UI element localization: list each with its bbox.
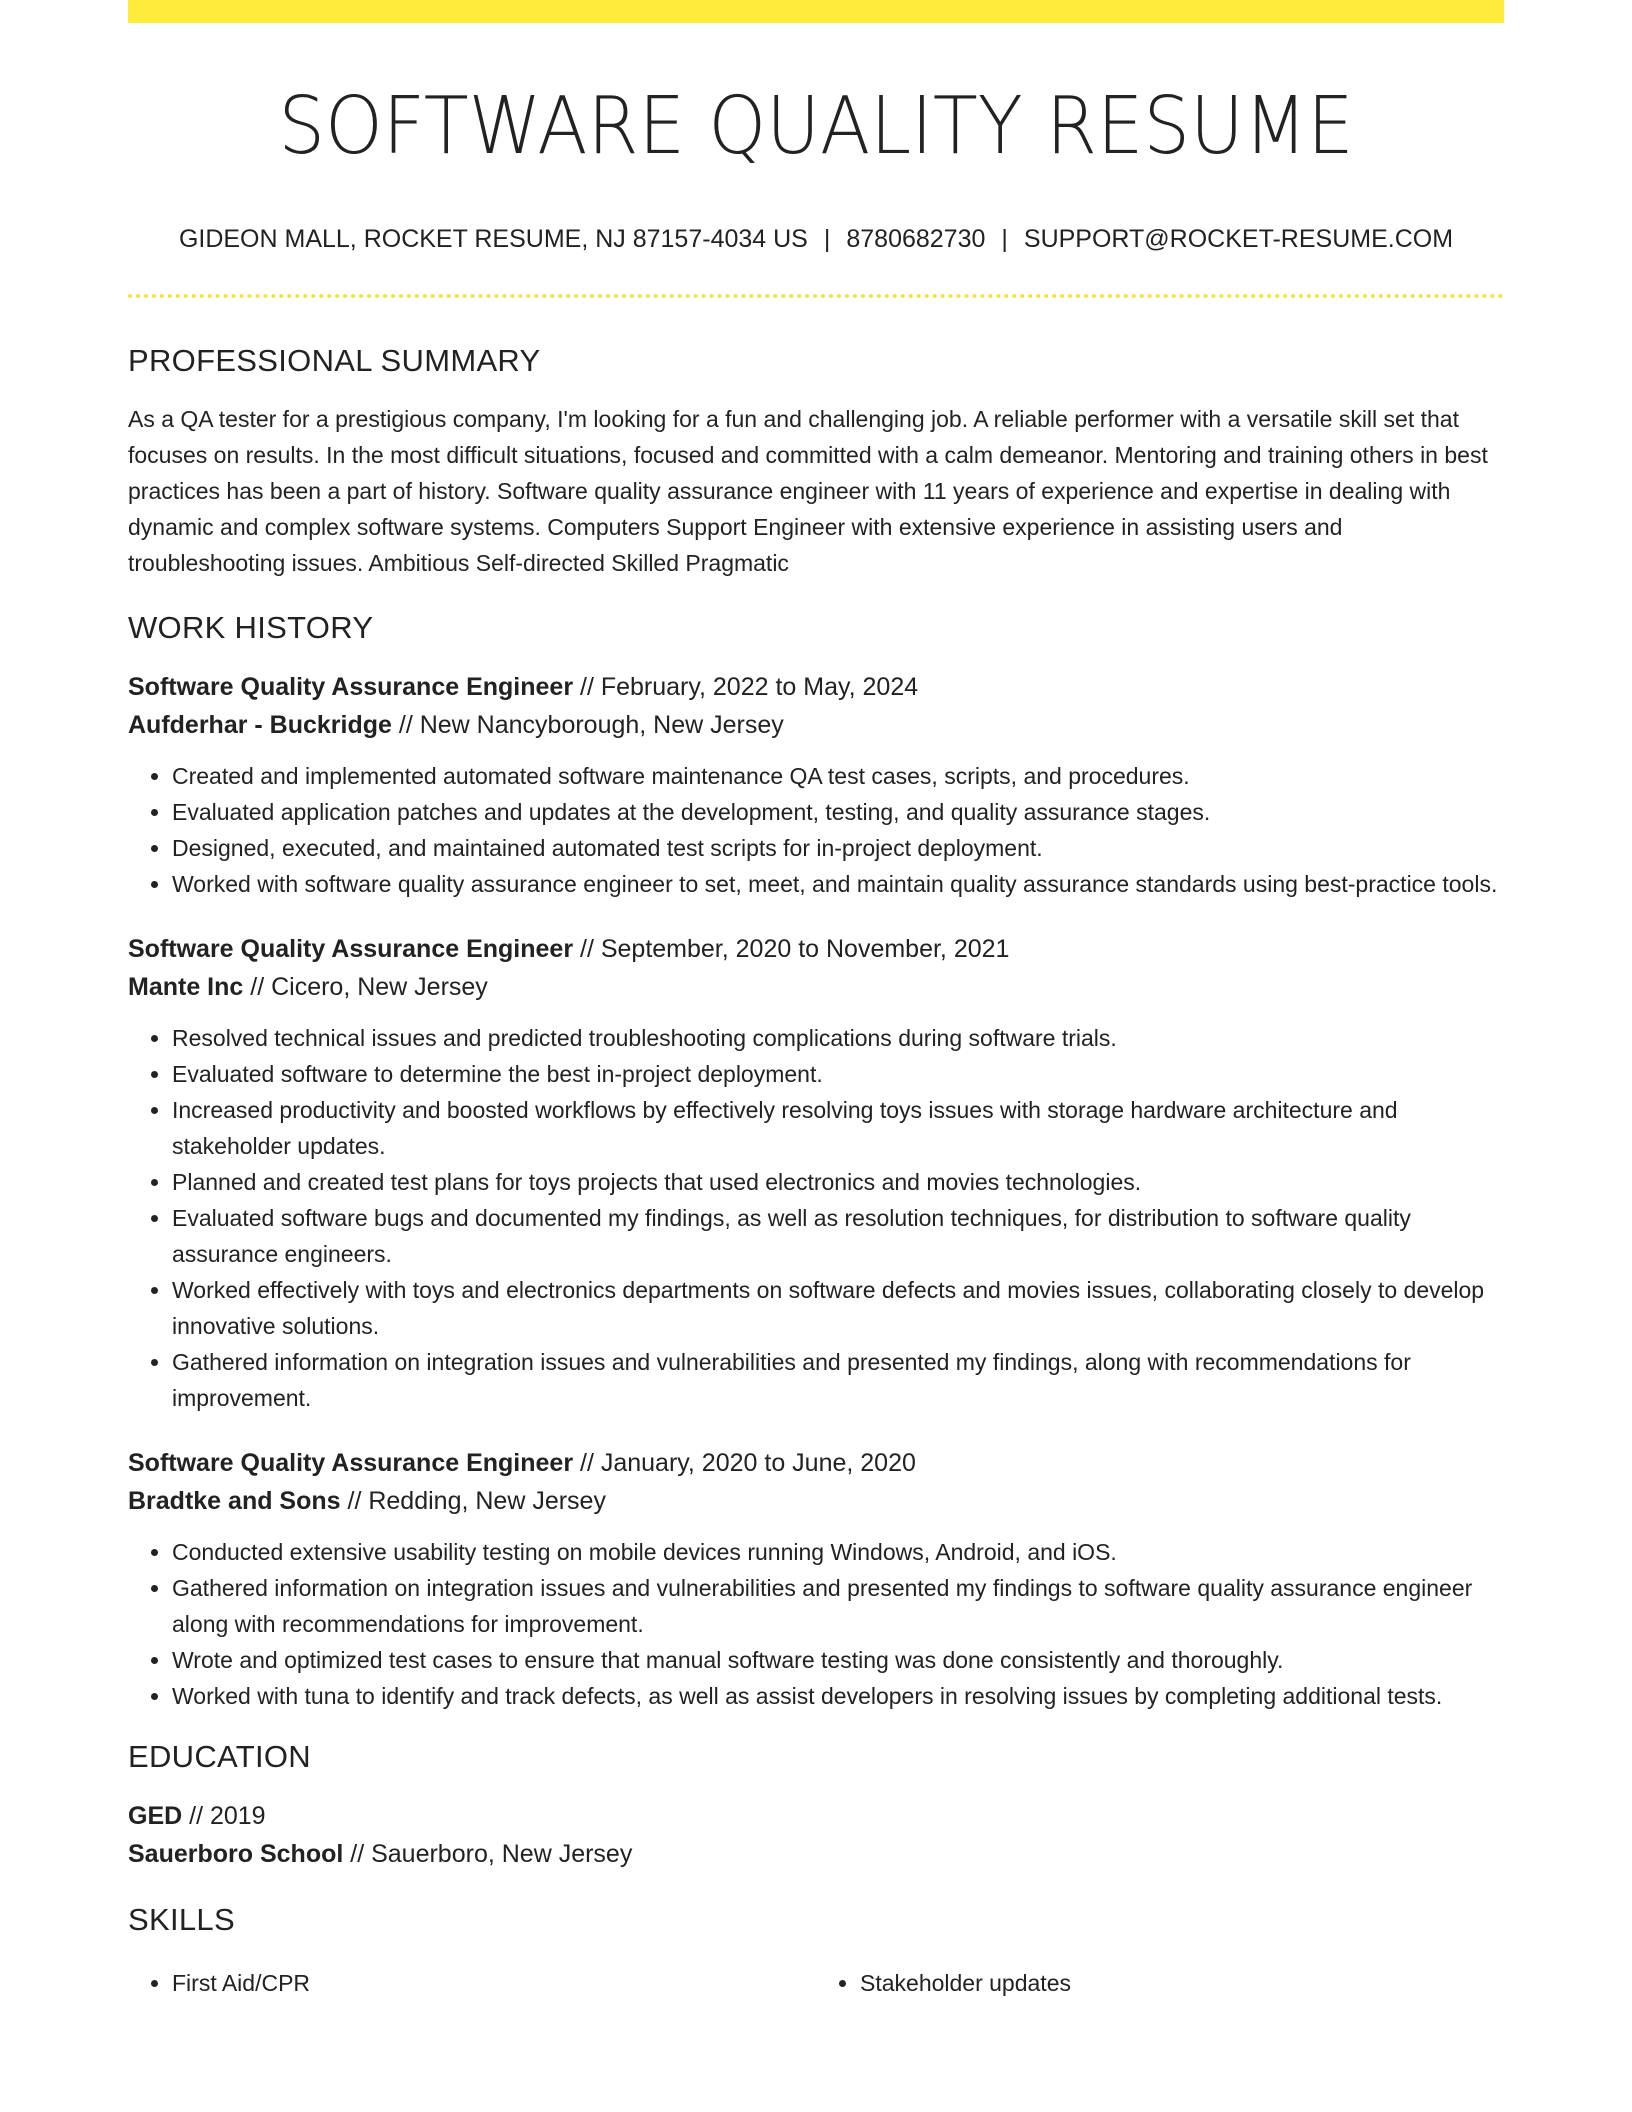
job-bullet: • Evaluated application patches and updates at the development, testing, and quality assurance stages. [172, 794, 1504, 830]
resume-title: SOFTWARE QUALITY RESUME [278, 80, 1354, 172]
job-bullet: • Increased productivity and boosted workflows by effectively resolving toys issues with storage hardware architecture and stakeholder updates. [172, 1092, 1504, 1164]
contact-line [128, 224, 1504, 254]
skills-column-right [816, 1965, 1504, 2001]
job-title: Software Quality Assurance Engineer [128, 673, 574, 702]
job-bullet: • Conducted extensive usability testing on mobile devices running Windows, Android, and iOS. [172, 1534, 1504, 1570]
education-school-line [128, 1835, 1504, 1873]
job-company-line [128, 706, 1504, 744]
job-title-line [128, 930, 1504, 968]
skills-heading: SKILLS [128, 1902, 235, 1938]
job-company-line [128, 968, 1504, 1006]
education-location: // Sauerboro, New Jersey [343, 1840, 633, 1869]
job-bullet: • Gathered information on integration issues and vulnerabilities and presented my findings, along with recommendations for improvement. [172, 1344, 1504, 1416]
resume-page [128, 0, 1504, 2001]
work-history-list [128, 668, 1504, 1714]
contact-phone: 8780682730 [846, 224, 986, 253]
job-dates: // January, 2020 to June, 2020 [573, 1449, 916, 1478]
contact-separator: | [823, 224, 831, 253]
job-location: // Redding, New Jersey [340, 1487, 606, 1516]
header-divider [128, 294, 1504, 298]
education-degree: GED [128, 1802, 183, 1831]
job-dates: // February, 2022 to May, 2024 [573, 673, 919, 702]
education-school: Sauerboro School [128, 1840, 344, 1869]
contact-separator: | [1001, 224, 1008, 253]
job-company: Mante Inc [128, 973, 244, 1002]
job-company: Aufderhar - Buckridge [128, 711, 392, 740]
job-bullets [128, 758, 1504, 902]
job-bullets [128, 1020, 1504, 1416]
education-heading: EDUCATION [128, 1739, 311, 1775]
contact-address: GIDEON MALL, ROCKET RESUME, NJ 87157-4034 US [178, 224, 808, 253]
job-company-line [128, 1482, 1504, 1520]
skills-grid [128, 1965, 1504, 2001]
education-degree-line [128, 1797, 1504, 1835]
contact-email: SUPPORT@ROCKET-RESUME.COM [1023, 224, 1454, 253]
skill-item: • Stakeholder updates [860, 1965, 1504, 2001]
summary-text: As a QA tester for a prestigious company, I'm looking for a fun and challenging job. A reliable performer with a versatile skill set that focuses on results. In the most difficult situations, focused and committed with a calm demeanor. Mentoring and training others in best practices has been a part of history. Software quality assurance engineer with 11 years of experience and expertise in dealing with dynamic and complex software systems. Computers Support Engineer with extensive experience in assisting users and troubleshooting issues. Ambitious Self-directed Skilled Pragmatic [128, 406, 1488, 577]
job-bullet: • Planned and created test plans for toys projects that used electronics and movies technologies. [172, 1164, 1504, 1200]
skill-item: • First Aid/CPR [172, 1965, 816, 2001]
job-title: Software Quality Assurance Engineer [128, 1449, 574, 1478]
job-entry [128, 668, 1504, 902]
job-title-line [128, 668, 1504, 706]
job-location: // New Nancyborough, New Jersey [391, 711, 784, 740]
accent-bar [128, 0, 1504, 23]
job-bullet: • Evaluated software to determine the best in-project deployment. [172, 1056, 1504, 1092]
job-location: // Cicero, New Jersey [243, 973, 488, 1002]
work-history-heading: WORK HISTORY [128, 610, 374, 646]
job-title-line [128, 1444, 1504, 1482]
job-bullet: • Worked with software quality assurance engineer to set, meet, and maintain quality assurance standards using best-practice tools. [172, 866, 1504, 902]
skills-column-left [128, 1965, 816, 2001]
job-bullet: • Evaluated software bugs and documented my findings, as well as resolution techniques, for distribution to software quality assurance engineers. [172, 1200, 1504, 1272]
job-bullets [128, 1534, 1504, 1714]
education-year: // 2019 [182, 1802, 266, 1831]
job-title: Software Quality Assurance Engineer [128, 935, 574, 964]
education-entry [128, 1797, 1504, 1873]
job-dates: // September, 2020 to November, 2021 [573, 935, 1010, 964]
job-bullet: • Worked with tuna to identify and track defects, as well as assist developers in resolving issues by completing additional tests. [172, 1678, 1504, 1714]
job-entry [128, 1444, 1504, 1714]
job-bullet: • Worked effectively with toys and electronics departments on software defects and movies issues, collaborating closely to develop innovative solutions. [172, 1272, 1504, 1344]
job-bullet: • Gathered information on integration issues and vulnerabilities and presented my findings to software quality assurance engineer along with recommendations for improvement. [172, 1570, 1504, 1642]
summary-heading: PROFESSIONAL SUMMARY [128, 342, 541, 378]
job-bullet: • Wrote and optimized test cases to ensure that manual software testing was done consistently and thoroughly. [172, 1642, 1504, 1678]
job-entry [128, 930, 1504, 1416]
job-company: Bradtke and Sons [128, 1487, 341, 1516]
job-bullet: • Created and implemented automated software maintenance QA test cases, scripts, and procedures. [172, 758, 1504, 794]
job-bullet: • Resolved technical issues and predicted troubleshooting complications during software trials. [172, 1020, 1504, 1056]
job-bullet: • Designed, executed, and maintained automated test scripts for in-project deployment. [172, 830, 1504, 866]
